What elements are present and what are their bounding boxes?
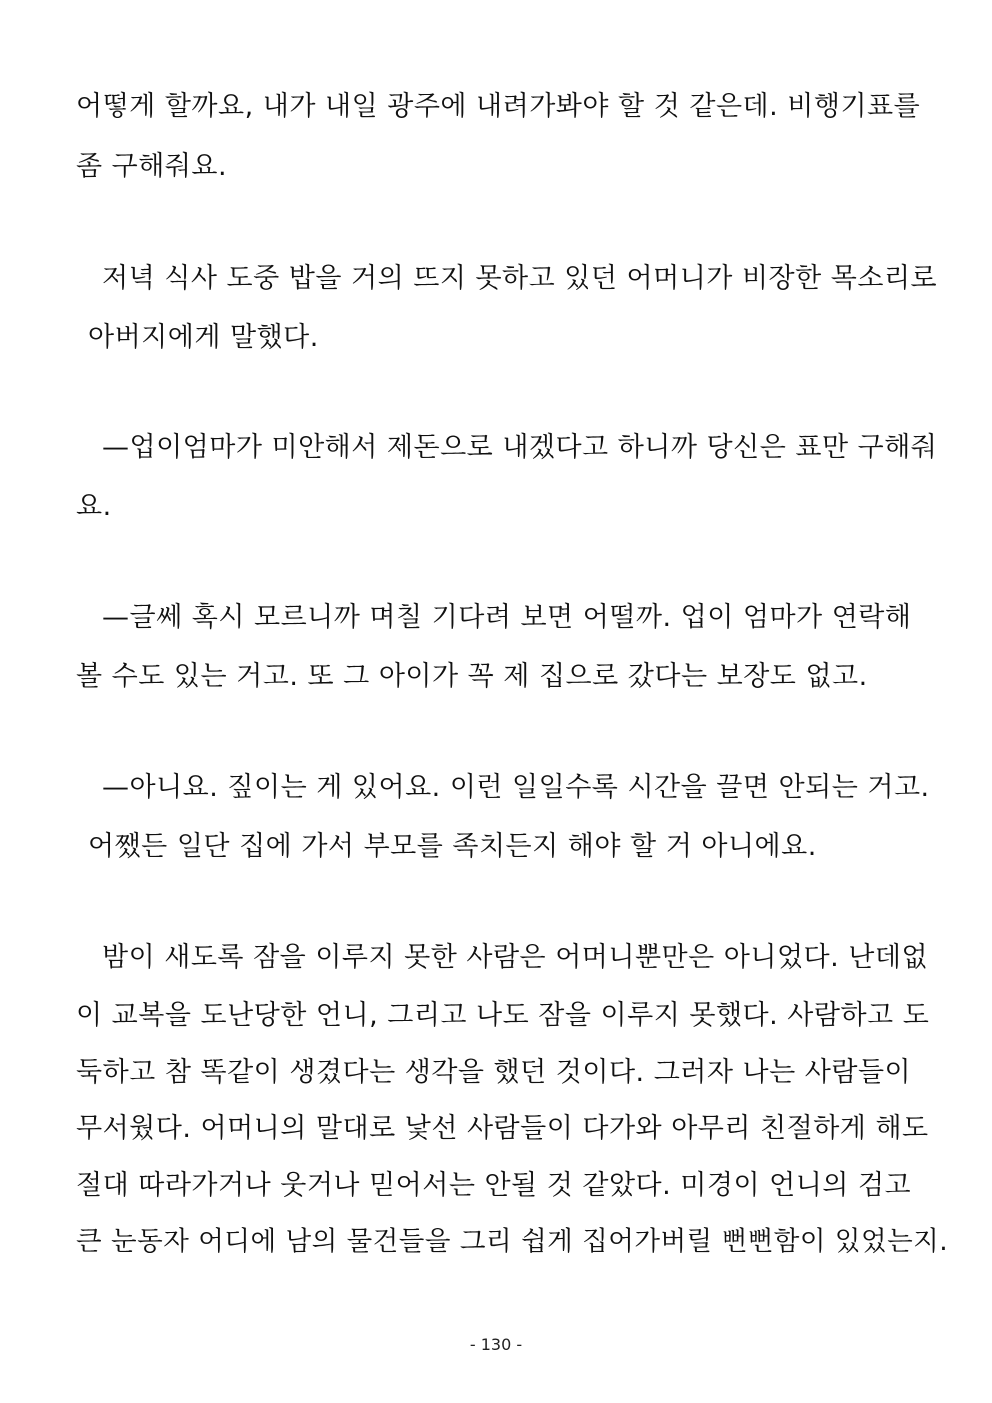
text-line: 이 교복을 도난당한 언니, 그리고 나도 잠을 이루지 못했다. 사람하고 도 — [76, 1000, 930, 1031]
text-line: —아니요. 짚이는 게 있어요. 이런 일일수록 시간을 끌면 안되는 거고. — [102, 772, 930, 803]
text-line: 아버지에게 말했다. — [88, 322, 319, 353]
text-line: 둑하고 참 똑같이 생겼다는 생각을 했던 것이다. 그러자 나는 사람들이 — [76, 1057, 912, 1088]
text-line: 어떻게 할까요, 내가 내일 광주에 내려가봐야 할 것 같은데. 비행기표를 — [76, 91, 921, 122]
text-line: 큰 눈동자 어디에 남의 물건들을 그리 쉽게 집어가버릴 뻔뻔함이 있었는지. — [76, 1226, 949, 1257]
page-number: - 130 - — [469, 1335, 523, 1354]
text-line: 요. — [76, 491, 112, 522]
text-line: 저녁 식사 도중 밥을 거의 뜨지 못하고 있던 어머니가 비장한 목소리로 — [102, 263, 938, 294]
text-line: 어쨌든 일단 집에 가서 부모를 족치든지 해야 할 거 아니에요. — [88, 831, 817, 862]
text-line: 절대 따라가거나 웃거나 믿어서는 안될 것 같았다. 미경이 언니의 검고 — [76, 1170, 912, 1201]
text-line: 볼 수도 있는 거고. 또 그 아이가 꼭 제 집으로 갔다는 보장도 없고. — [76, 661, 868, 692]
text-line: 밤이 새도록 잠을 이루지 못한 사람은 어머니뿐만은 아니었다. 난데없 — [102, 942, 929, 973]
text-line: 좀 구해줘요. — [76, 151, 228, 182]
text-line: 무서웠다. 어머니의 말대로 낯선 사람들이 다가와 아무리 친절하게 해도 — [76, 1113, 929, 1144]
text-line: —글쎄 혹시 모르니까 며칠 기다려 보면 어떨까. 업이 엄마가 연락해 — [102, 602, 912, 633]
text-line: —업이엄마가 미안해서 제돈으로 내겠다고 하니까 당신은 표만 구해줘 — [102, 432, 938, 463]
